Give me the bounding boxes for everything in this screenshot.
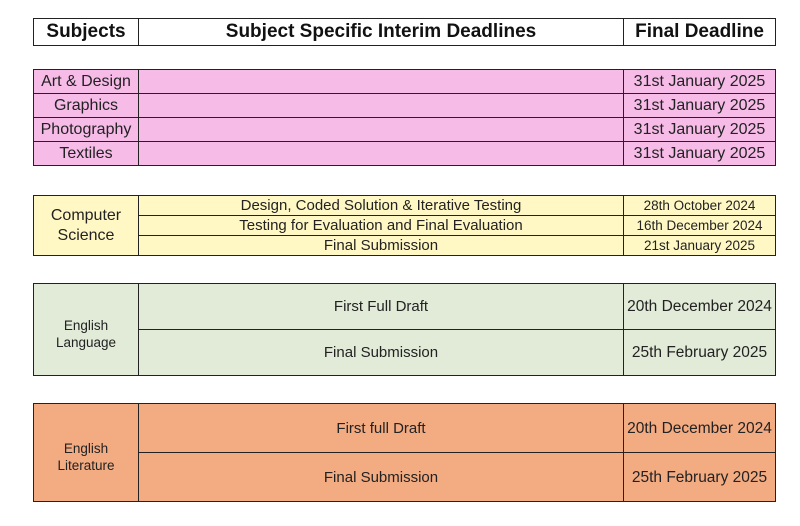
header-interim-deadlines: Subject Specific Interim Deadlines: [139, 19, 624, 46]
table-row: [34, 94, 776, 118]
table-row: [34, 284, 776, 330]
table-row: [34, 404, 776, 453]
final-deadline-cell: 21st January 2025: [624, 236, 776, 256]
final-deadline-cell: 16th December 2024: [624, 216, 776, 236]
interim-cell: Design, Coded Solution & Iterative Testing: [139, 196, 624, 216]
subject-cell-english-language: English Language: [34, 284, 139, 376]
art-group-table: [33, 69, 776, 166]
header-row: [34, 19, 776, 46]
interim-cell: [139, 142, 624, 166]
header-table: [33, 18, 776, 46]
table-row: [34, 216, 776, 236]
final-deadline-cell: 28th October 2024: [624, 196, 776, 216]
english-literature-table: [33, 403, 776, 502]
table-row: [34, 196, 776, 216]
table-row: [34, 142, 776, 166]
header-final-deadline: Final Deadline: [624, 19, 776, 46]
interim-cell: Final Submission: [139, 330, 624, 376]
interim-cell: Testing for Evaluation and Final Evaluation: [139, 216, 624, 236]
interim-cell: [139, 70, 624, 94]
final-deadline-cell: 31st January 2025: [624, 142, 776, 166]
subject-cell: Textiles: [34, 142, 139, 166]
interim-cell: Final Submission: [139, 453, 624, 502]
table-row: [34, 330, 776, 376]
interim-cell: First Full Draft: [139, 284, 624, 330]
header-subjects: Subjects: [34, 19, 139, 46]
subject-cell: Art & Design: [34, 70, 139, 94]
interim-cell: [139, 94, 624, 118]
subject-cell-computer-science: Computer Science: [34, 196, 139, 256]
interim-cell: [139, 118, 624, 142]
table-row: [34, 70, 776, 94]
final-deadline-cell: 31st January 2025: [624, 70, 776, 94]
final-deadline-cell: 20th December 2024: [624, 284, 776, 330]
subject-cell: Photography: [34, 118, 139, 142]
final-deadline-cell: 31st January 2025: [624, 118, 776, 142]
final-deadline-cell: 25th February 2025: [624, 453, 776, 502]
subject-cell-english-literature: English Literature: [34, 404, 139, 502]
table-row: [34, 453, 776, 502]
computer-science-table: [33, 195, 776, 256]
english-language-table: [33, 283, 776, 376]
final-deadline-cell: 25th February 2025: [624, 330, 776, 376]
final-deadline-cell: 20th December 2024: [624, 404, 776, 453]
table-row: [34, 236, 776, 256]
final-deadline-cell: 31st January 2025: [624, 94, 776, 118]
interim-cell: First full Draft: [139, 404, 624, 453]
interim-cell: Final Submission: [139, 236, 624, 256]
table-row: [34, 118, 776, 142]
subject-cell: Graphics: [34, 94, 139, 118]
